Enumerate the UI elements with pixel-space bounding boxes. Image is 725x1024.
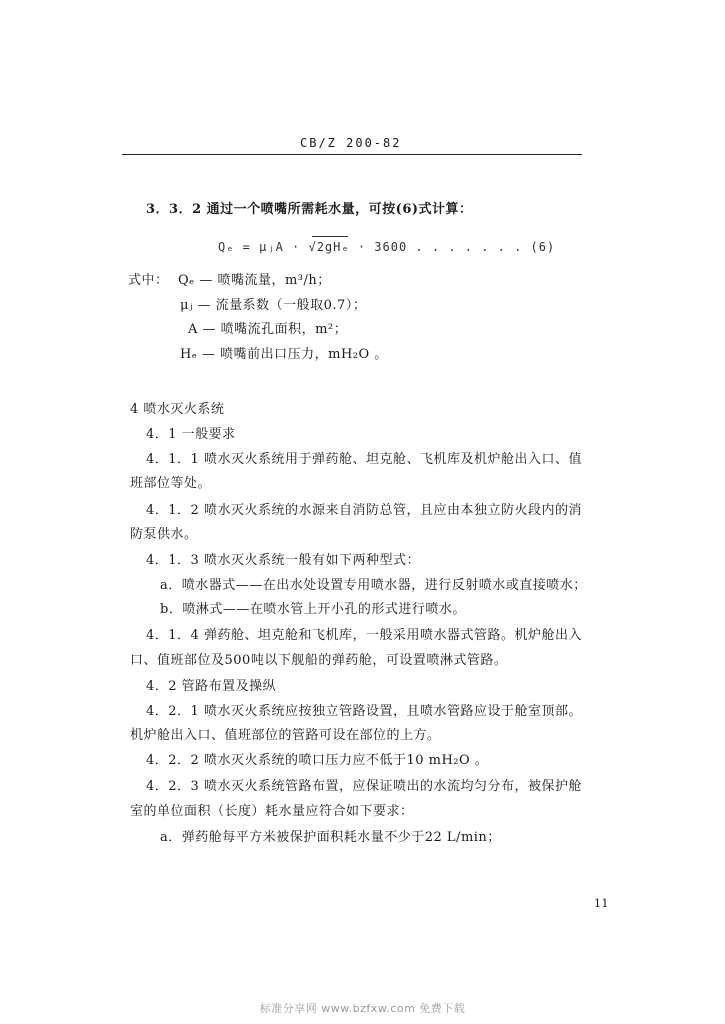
page-number: 11 (594, 897, 609, 910)
definition-qe: Qₑ — 喷嘴流量，m³/h； (178, 273, 331, 288)
clause-4-2-1-line2: 机炉舱出入口、值班部位的管路可设在部位的上方。 (130, 728, 441, 743)
section-3-3-2-title: 3．3．2 通过一个喷嘴所需耗水量，可按(6)式计算： (146, 202, 473, 217)
sqrt-vinculum (312, 236, 348, 237)
clause-4-2-2: 4．2．2 喷水灭火系统的喷口压力应不低于10 mH₂O 。 (146, 753, 489, 768)
definition-he: Hₑ — 喷嘴前出口压力，mH₂O 。 (180, 347, 388, 362)
clause-4-2-1-line1: 4．2．1 喷水灭火系统应按独立管路设置，且喷水管路应设于舱室顶部。 (146, 704, 582, 719)
formula-6: Qₑ = μⱼA · √2gHₑ · 3600 . . . . . . . (6) (218, 240, 556, 254)
where-label: 式中： (128, 273, 169, 288)
definition-a: A — 喷嘴流孔面积，m²； (188, 322, 348, 337)
clause-4-1-1-line1: 4．1．1 喷水灭火系统用于弹药舱、坦克舱、飞机库及机炉舱出入口、值 (146, 452, 582, 467)
section-4-1-title: 4．1 一般要求 (146, 427, 236, 442)
clause-4-2-3-line2: 室的单位面积（长度）耗水量应符合如下要求： (130, 804, 414, 819)
clause-4-1-2-line2: 防泵供水。 (130, 527, 198, 542)
clause-4-1-2-line1: 4．1．2 喷水灭火系统的水源来自消防总管，且应由本独立防火段内的消 (146, 503, 582, 518)
definition-mu: μⱼ — 流量系数（一般取0.7）； (180, 298, 367, 313)
clause-4-1-3-item-a: a．喷水器式——在出水处设置专用喷水器，进行反射喷水或直接喷水； (160, 578, 587, 593)
watermark-footer: 标准分享网 www.bzfxw.com 免费下载 (259, 1002, 466, 1015)
clause-4-2-3-item-a: a．弹药舱每平方米被保护面积耗水量不少于22 L/min； (160, 830, 501, 845)
clause-4-1-3-item-b: b．喷淋式——在喷水管上开小孔的形式进行喷水。 (160, 602, 466, 617)
clause-4-1-1-line2: 班部位等处。 (130, 476, 212, 491)
clause-4-1-3: 4．1．3 喷水灭火系统一般有如下两种型式： (146, 553, 420, 568)
header-rule (122, 154, 582, 155)
chapter-4-title: 4 喷水灭火系统 (130, 402, 225, 417)
section-4-2-title: 4．2 管路布置及操纵 (146, 679, 277, 694)
clause-4-1-4-line1: 4．1．4 弹药舱、坦克舱和飞机库，一般采用喷水器式管路。机炉舱出入 (146, 628, 582, 643)
clause-4-1-4-line2: 口、值班部位及500吨以下舰船的弹药舱，可设置喷淋式管路。 (130, 653, 508, 668)
clause-4-2-3-line1: 4．2．3 喷水灭火系统管路布置，应保证喷出的水流均匀分布，被保护舱 (146, 779, 582, 794)
document-number-header: CB/Z 200-82 (300, 136, 402, 150)
